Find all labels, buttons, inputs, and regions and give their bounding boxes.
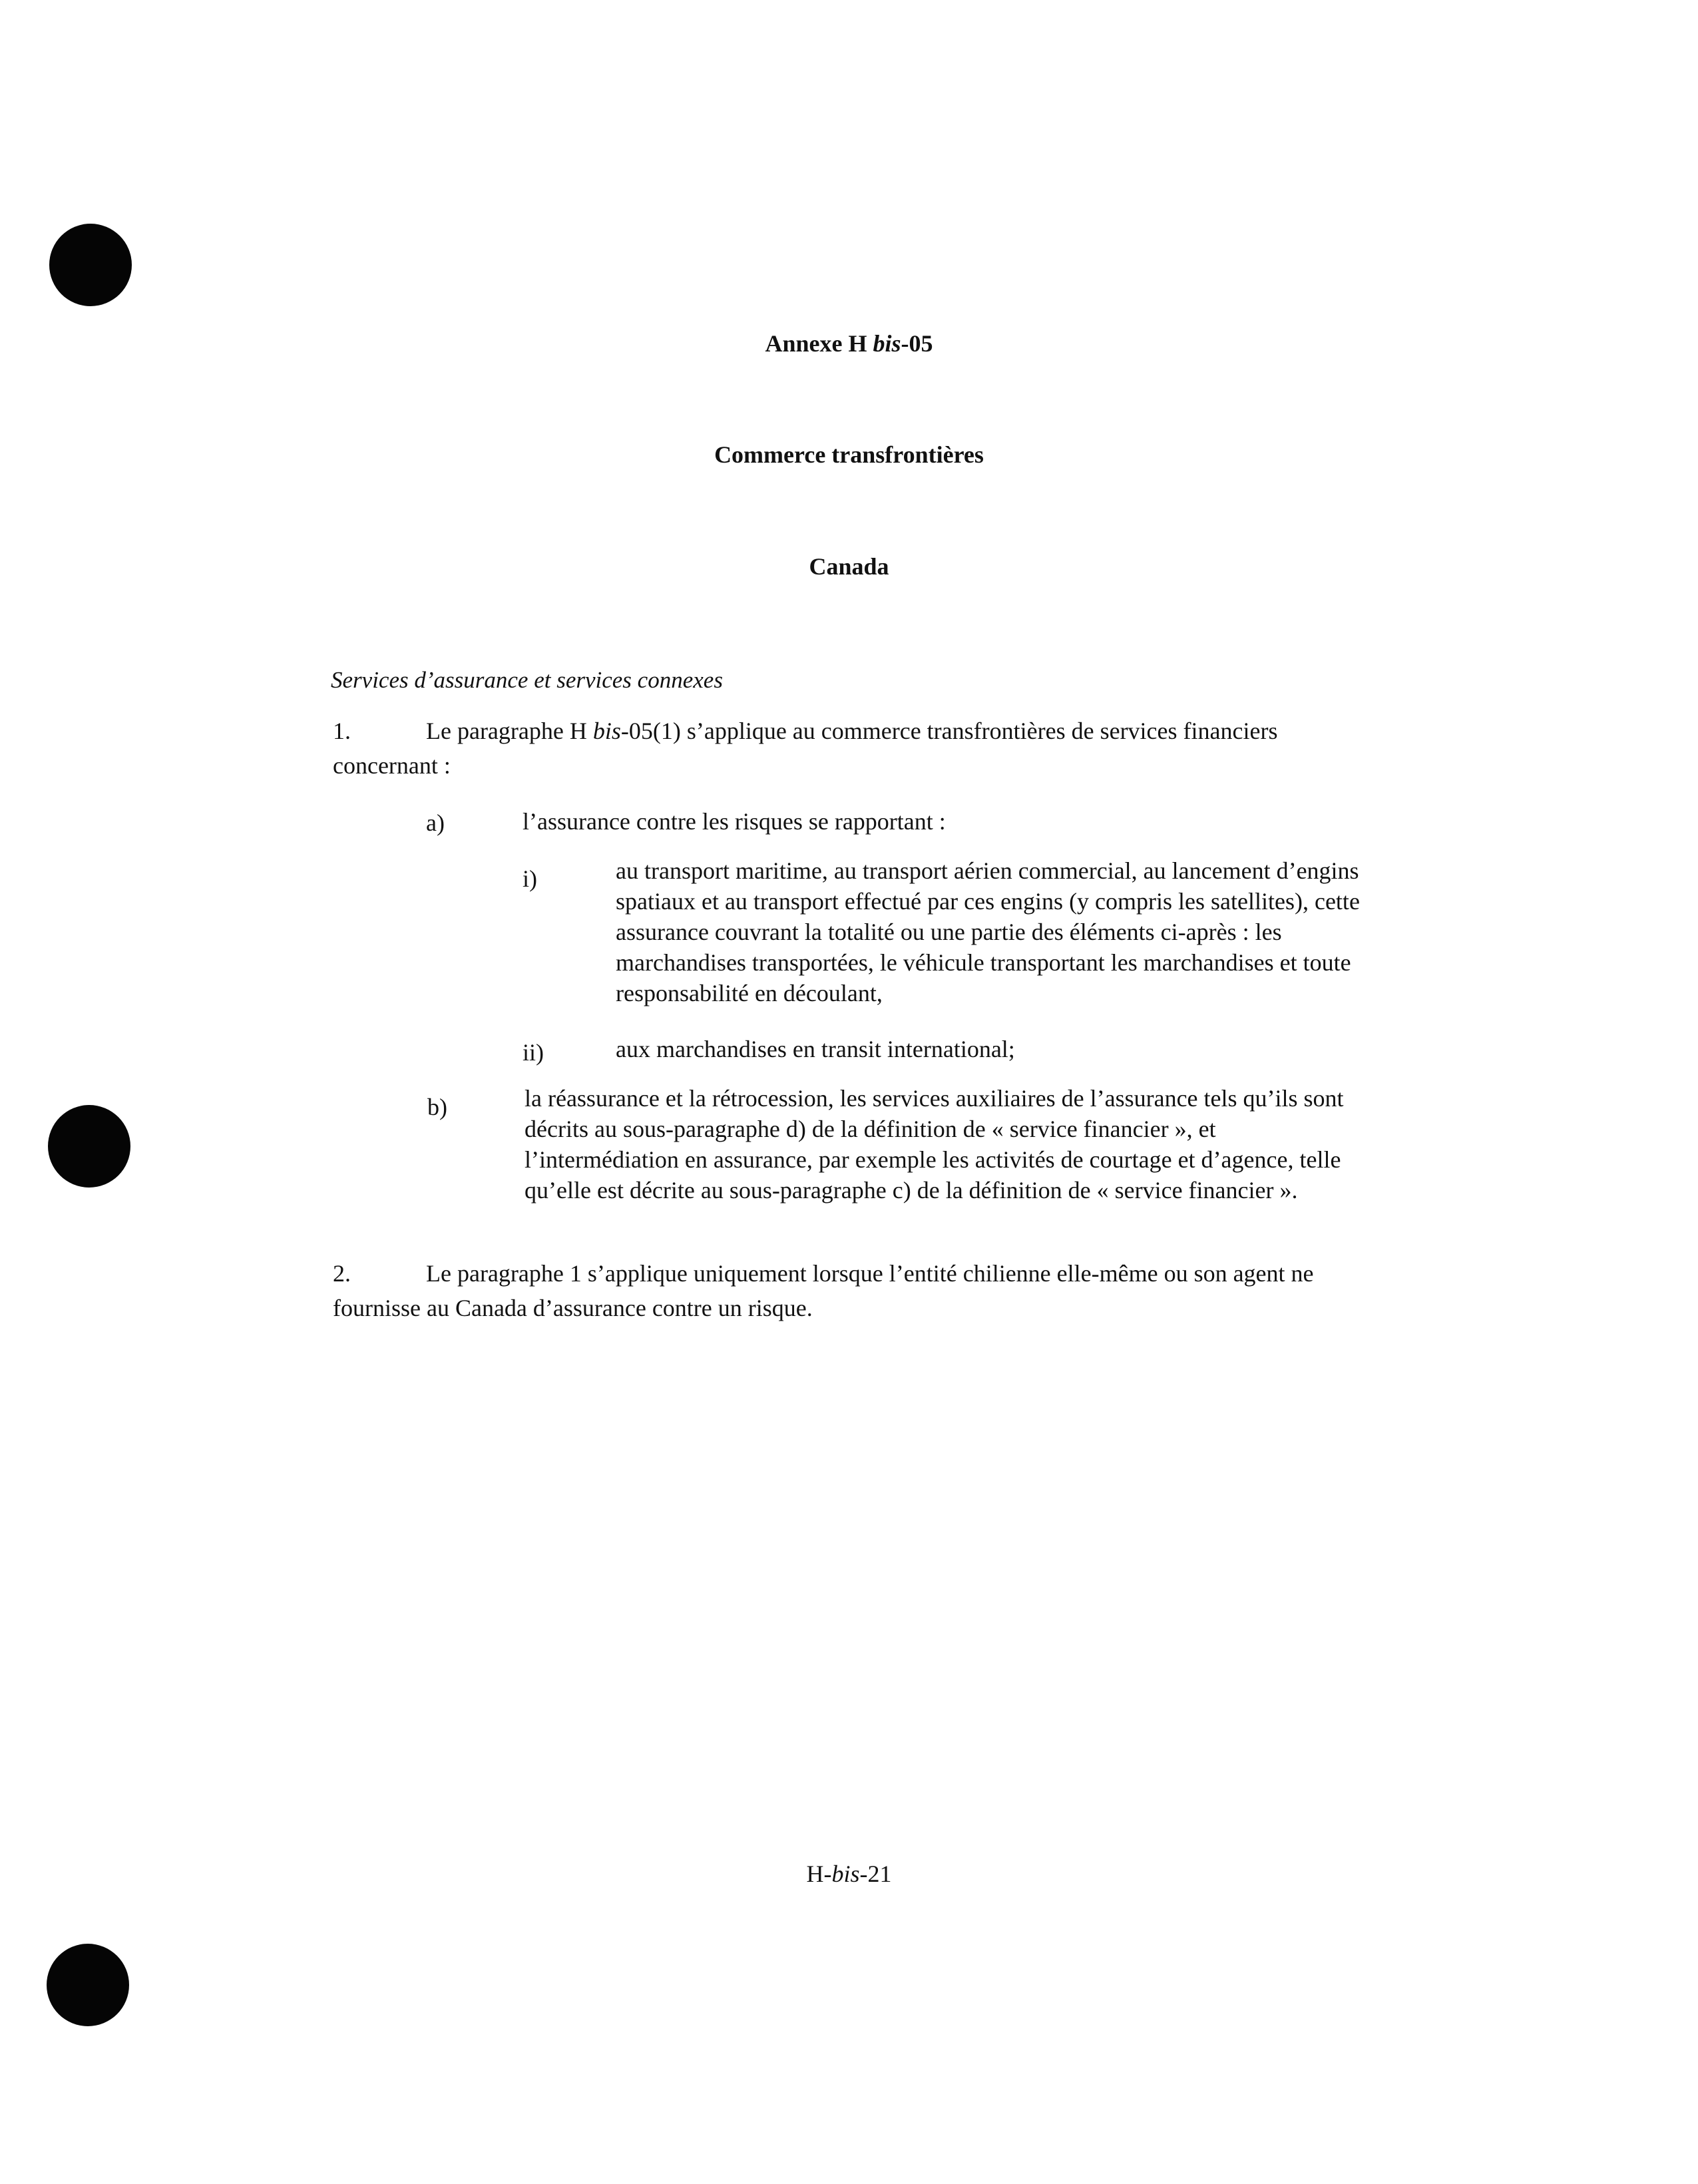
item-marker-i: i) (523, 865, 537, 892)
punch-hole (48, 1105, 130, 1188)
item-text-a: l’assurance contre les risques se rapportant : (523, 808, 946, 835)
punch-hole (47, 1944, 129, 2026)
item-text-i: au transport maritime, au transport aérien commercial, au lancement d’engins spatiaux et au transport effectué par ces engins (y compris les satellites), cette assurance couvrant la totalité ou une partie des éléments ci-après : les marchandises transportées, le véhicule transportant les marchandises et toute responsabilité en découlant, (616, 857, 1360, 1006)
item-text-ii: aux marchandises en transit international; (616, 1036, 1015, 1062)
paragraph-text-bis: bis (592, 718, 621, 744)
subsection-title: Services d’assurance et services connexes (331, 667, 723, 693)
page-number-bis: bis (831, 1860, 860, 1887)
paragraph-text-after: -05(1) s’applique au commerce transfrontières de services financiers concernant : (333, 718, 1278, 779)
country-heading: Canada (809, 553, 889, 580)
section-heading: Commerce transfrontières (714, 441, 984, 468)
item-marker-ii: ii) (523, 1039, 544, 1066)
punch-hole (49, 224, 132, 306)
paragraph-number: 2. (333, 1260, 351, 1287)
page-number (0, 1860, 1698, 1888)
annex-title-suffix: -05 (901, 330, 933, 357)
paragraph-text-before: Le paragraphe H (426, 718, 593, 744)
paragraph-text: Le paragraphe 1 s’applique uniquement lorsque l’entité chilienne elle-même ou son agent ne fournisse au Canada d’assurance contre un risque. (333, 1260, 1314, 1321)
annex-title (0, 329, 1698, 357)
annex-title-bis: bis (873, 330, 901, 357)
item-marker-a: a) (426, 809, 445, 836)
item-marker-b: b) (427, 1094, 447, 1120)
page-number-suffix: -21 (859, 1860, 892, 1887)
page-number-prefix: H- (806, 1860, 832, 1887)
paragraph-1 (333, 714, 1371, 783)
annex-title-prefix: Annexe H (765, 330, 873, 357)
item-text-b: la réassurance et la rétrocession, les services auxiliaires de l’assurance tels qu’ils sont décrits au sous-paragraphe d) de la définition de « service financier », et l’intermédiation en assurance, par exemple les activités de courtage et d’agence, telle qu’elle est décrite au sous-paragraphe c) de la définition de « service financier ». (525, 1085, 1344, 1203)
paragraph-number: 1. (333, 718, 351, 744)
paragraph-2 (333, 1256, 1371, 1325)
